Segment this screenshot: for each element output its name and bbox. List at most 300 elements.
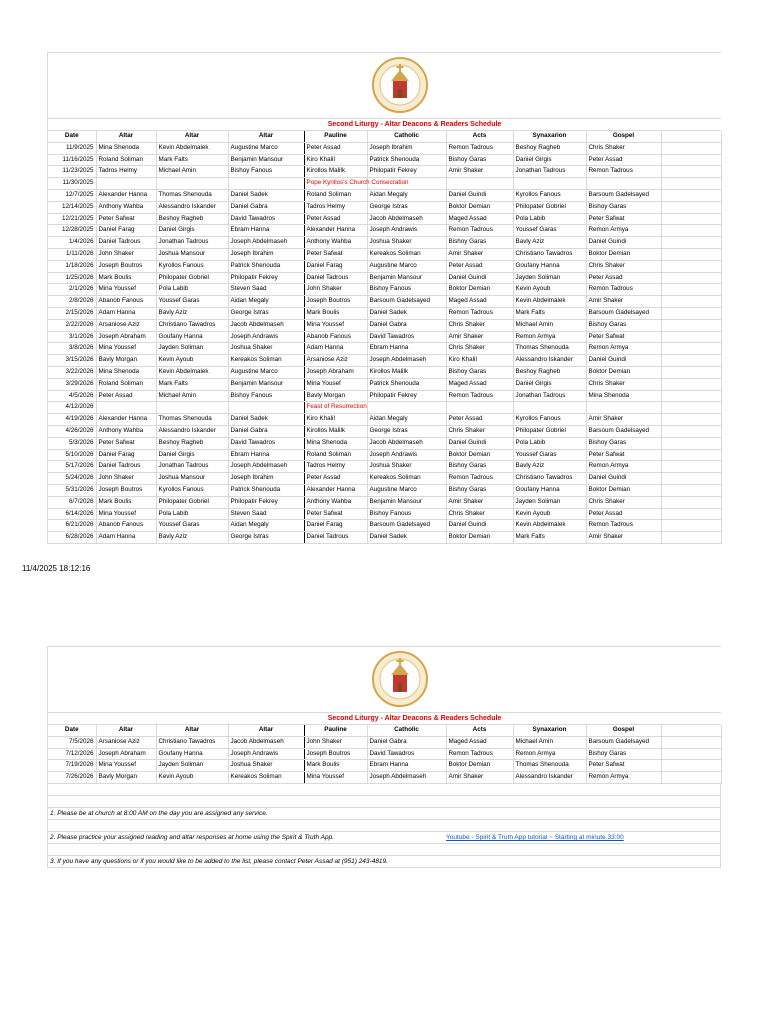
- name-cell: George Istras: [367, 201, 446, 213]
- date-cell: 2/8/2026: [48, 296, 96, 308]
- blank-cell: [661, 366, 721, 378]
- table-row: [48, 272, 721, 284]
- date-cell: 1/11/2026: [48, 248, 96, 260]
- table-row: [48, 748, 721, 760]
- name-cell: Chris Shaker: [586, 496, 661, 508]
- name-cell: Daniel Farag: [304, 520, 367, 532]
- date-cell: 2/22/2026: [48, 319, 96, 331]
- name-cell: Thomas Shenouda: [156, 414, 228, 426]
- table-row: [48, 425, 721, 437]
- name-cell: Peter Assad: [586, 508, 661, 520]
- blank-cell: [661, 189, 721, 201]
- name-cell: [513, 178, 586, 190]
- blank-cell: [661, 378, 721, 390]
- name-cell: Joseph Abdelmaseh: [228, 237, 304, 249]
- date-cell: 6/7/2026: [48, 496, 96, 508]
- name-cell: [367, 402, 446, 414]
- logo-row: [48, 647, 721, 713]
- name-cell: Mark Falts: [513, 307, 586, 319]
- name-cell: David Tawadros: [228, 437, 304, 449]
- name-cell: Mark Boulis: [96, 496, 156, 508]
- name-cell: Youssef Garas: [156, 296, 228, 308]
- column-header: Catholic: [367, 131, 446, 142]
- name-cell: Peter Safwat: [586, 449, 661, 461]
- name-cell: Amir Shaker: [586, 296, 661, 308]
- name-cell: Bishoy Fanous: [228, 390, 304, 402]
- table-row: [48, 760, 721, 772]
- blank-cell: [661, 496, 721, 508]
- date-cell: 6/14/2026: [48, 508, 96, 520]
- date-cell: 1/18/2026: [48, 260, 96, 272]
- column-header: Altar: [228, 725, 304, 736]
- table-row: [48, 390, 721, 402]
- name-cell: Alexander Hanna: [96, 189, 156, 201]
- name-cell: Benjamin Mansour: [228, 154, 304, 166]
- name-cell: Daniel Gabra: [367, 319, 446, 331]
- name-cell: Thomas Shenouda: [156, 189, 228, 201]
- name-cell: Boktor Demian: [586, 484, 661, 496]
- name-cell: Patrick Shenouda: [228, 484, 304, 496]
- schedule-title: Second Liturgy - Altar Deacons & Readers Schedule: [48, 119, 721, 131]
- name-cell: Mina Youssef: [96, 343, 156, 355]
- date-cell: 5/17/2026: [48, 461, 96, 473]
- blank-cell: [661, 343, 721, 355]
- table-row: [48, 201, 721, 213]
- name-cell: Joseph Boutros: [96, 484, 156, 496]
- table-row: [48, 378, 721, 390]
- name-cell: Thomas Shenouda: [513, 343, 586, 355]
- column-header: Altar: [156, 131, 228, 142]
- tutorial-link[interactable]: Youtube - Spirit & Truth App tutorial ~ Starting at minute 33:00: [446, 833, 624, 841]
- name-cell: Remon Tadrous: [586, 520, 661, 532]
- name-cell: Michael Amin: [513, 319, 586, 331]
- name-cell: Remon Tadrous: [586, 284, 661, 296]
- column-header: Synaxarion: [513, 131, 586, 142]
- name-cell: Christiano Tawadros: [513, 473, 586, 485]
- name-cell: Bishoy Garas: [446, 461, 513, 473]
- date-cell: 12/28/2025: [48, 225, 96, 237]
- blank-cell: [661, 414, 721, 426]
- name-cell: Peter Safwat: [586, 331, 661, 343]
- blank-cell: [661, 272, 721, 284]
- name-cell: Alexander Hanna: [304, 484, 367, 496]
- name-cell: Remon Armya: [586, 225, 661, 237]
- name-cell: Peter Safwat: [304, 248, 367, 260]
- table-row: [48, 178, 721, 190]
- name-cell: Bishoy Garas: [446, 366, 513, 378]
- name-cell: Boktor Demian: [586, 248, 661, 260]
- church-logo-icon: [371, 650, 429, 708]
- note-contact: 3. If you have any questions or if you would like to be added to the list, please contact Peter Assad at (951) 243-4819.: [48, 855, 721, 867]
- name-cell: Philopatir Fekrey: [228, 496, 304, 508]
- table-row: [48, 473, 721, 485]
- table-row: [48, 508, 721, 520]
- name-cell: Maged Assad: [446, 378, 513, 390]
- name-cell: [586, 178, 661, 190]
- name-cell: Daniel Guindi: [586, 473, 661, 485]
- name-cell: Daniel Guindi: [446, 272, 513, 284]
- blank-cell: [661, 296, 721, 308]
- blank-cell: [661, 331, 721, 343]
- blank-cell: [661, 748, 721, 760]
- date-cell: 7/26/2026: [48, 772, 96, 784]
- name-cell: Jacob Abdelmaseh: [228, 736, 304, 748]
- name-cell: Augustine Marco: [367, 260, 446, 272]
- blank-cell: [661, 402, 721, 414]
- name-cell: Daniel Girgis: [156, 449, 228, 461]
- name-cell: George Istras: [228, 532, 304, 544]
- name-cell: Remon Tadrous: [446, 225, 513, 237]
- name-cell: Alexander Hanna: [304, 225, 367, 237]
- name-cell: Michael Amin: [156, 390, 228, 402]
- name-cell: Abanob Fanous: [96, 296, 156, 308]
- name-cell: Mina Shenoda: [586, 390, 661, 402]
- table-row: [48, 484, 721, 496]
- table-header-row: [48, 725, 721, 736]
- name-cell: Daniel Tadrous: [96, 237, 156, 249]
- name-cell: Patrick Shenouda: [228, 260, 304, 272]
- table-row: [48, 366, 721, 378]
- blank-cell: [661, 508, 721, 520]
- name-cell: Amir Shaker: [446, 166, 513, 178]
- date-cell: 6/28/2026: [48, 532, 96, 544]
- name-cell: Roland Soliman: [96, 378, 156, 390]
- name-cell: Bavly Aziz: [156, 307, 228, 319]
- note-practice-row: [48, 831, 721, 843]
- name-cell: Mina Shenoda: [304, 437, 367, 449]
- name-cell: Philopater Gobriel: [156, 272, 228, 284]
- column-header: Date: [48, 131, 96, 142]
- name-cell: Daniel Tadrous: [304, 272, 367, 284]
- name-cell: Kyrollos Fanous: [156, 260, 228, 272]
- name-cell: Christiano Tawadros: [156, 736, 228, 748]
- name-cell: Mark Falts: [156, 378, 228, 390]
- name-cell: Philopater Gobriel: [513, 425, 586, 437]
- name-cell: Alessandro Iskander: [513, 772, 586, 784]
- table-row: [48, 248, 721, 260]
- name-cell: Peter Safwat: [96, 213, 156, 225]
- name-cell: Roland Soliman: [304, 449, 367, 461]
- name-cell: Benjamin Mansour: [367, 272, 446, 284]
- table-row: [48, 237, 721, 249]
- name-cell: Remon Tadrous: [446, 307, 513, 319]
- blank-header: [661, 131, 721, 142]
- blank-cell: [661, 461, 721, 473]
- blank-cell: [661, 390, 721, 402]
- name-cell: Mina Shenoda: [96, 366, 156, 378]
- table-row: [48, 213, 721, 225]
- name-cell: Mark Boulis: [304, 307, 367, 319]
- date-cell: 3/15/2026: [48, 355, 96, 367]
- name-cell: Joshua Mansour: [156, 473, 228, 485]
- name-cell: Daniel Farag: [96, 225, 156, 237]
- column-header: Acts: [446, 725, 513, 736]
- name-cell: Daniel Sadek: [367, 532, 446, 544]
- name-cell: Philopatir Fekrey: [367, 166, 446, 178]
- date-cell: 7/19/2026: [48, 760, 96, 772]
- name-cell: Kirollos Malilk: [304, 425, 367, 437]
- blank-cell: [661, 284, 721, 296]
- name-cell: [586, 402, 661, 414]
- date-cell: 3/29/2026: [48, 378, 96, 390]
- name-cell: Kiro Khalil: [304, 414, 367, 426]
- name-cell: Peter Assad: [304, 473, 367, 485]
- table-row: [48, 520, 721, 532]
- name-cell: Chris Shaker: [446, 343, 513, 355]
- name-cell: Bavly Morgan: [96, 355, 156, 367]
- blank-cell: [661, 532, 721, 544]
- blank-cell: [661, 437, 721, 449]
- name-cell: George Istras: [367, 425, 446, 437]
- name-cell: Bishoy Fanous: [367, 284, 446, 296]
- date-cell: 7/5/2026: [48, 736, 96, 748]
- name-cell: Pola Labib: [156, 508, 228, 520]
- name-cell: Bavly Morgan: [96, 772, 156, 784]
- table-row: [48, 331, 721, 343]
- name-cell: Tadros Helmy: [304, 461, 367, 473]
- name-cell: Kereakos Soliman: [228, 772, 304, 784]
- name-cell: Pola Labib: [156, 284, 228, 296]
- blank-cell: [661, 166, 721, 178]
- name-cell: Joseph Andrawis: [228, 331, 304, 343]
- table-row: [48, 225, 721, 237]
- name-cell: Joseph Abraham: [96, 331, 156, 343]
- name-cell: Pope Kyrillos's Church Consecration: [304, 178, 367, 190]
- name-cell: Chris Shaker: [586, 378, 661, 390]
- blank-cell: [661, 425, 721, 437]
- column-header: Pauline: [304, 131, 367, 142]
- name-cell: [156, 402, 228, 414]
- name-cell: Joseph Boutros: [304, 296, 367, 308]
- date-cell: 2/1/2026: [48, 284, 96, 296]
- name-cell: Kevin Ayoub: [156, 355, 228, 367]
- name-cell: Maged Assad: [446, 736, 513, 748]
- name-cell: Kevin Abdelmalek: [513, 520, 586, 532]
- name-cell: Kevin Abdelmalek: [513, 296, 586, 308]
- name-cell: Daniel Farag: [304, 260, 367, 272]
- table-row: [48, 166, 721, 178]
- blank-cell: [661, 484, 721, 496]
- name-cell: Pola Labib: [513, 213, 586, 225]
- table-row: [48, 189, 721, 201]
- blank-cell: [661, 319, 721, 331]
- date-cell: 4/5/2026: [48, 390, 96, 402]
- name-cell: Peter Safwat: [586, 760, 661, 772]
- table-row: [48, 449, 721, 461]
- date-cell: 12/21/2025: [48, 213, 96, 225]
- name-cell: Peter Assad: [586, 154, 661, 166]
- name-cell: Mina Youssef: [304, 319, 367, 331]
- name-cell: Chris Shaker: [446, 508, 513, 520]
- name-cell: Youssef Garas: [156, 520, 228, 532]
- name-cell: Christiano Tawadros: [513, 248, 586, 260]
- name-cell: Mina Youssef: [304, 772, 367, 784]
- name-cell: Daniel Girgis: [513, 378, 586, 390]
- name-cell: Roland Soliman: [96, 154, 156, 166]
- name-cell: Joshua Mansour: [156, 248, 228, 260]
- name-cell: Joseph Andrawis: [367, 449, 446, 461]
- name-cell: Jacob Abdelmaseh: [367, 437, 446, 449]
- column-header: Date: [48, 725, 96, 736]
- blank-row: [48, 843, 721, 855]
- date-cell: 6/21/2026: [48, 520, 96, 532]
- name-cell: Jayden Soliman: [156, 760, 228, 772]
- name-cell: Patrick Shenouda: [367, 378, 446, 390]
- table-row: [48, 772, 721, 784]
- name-cell: Aidan Megaly: [228, 296, 304, 308]
- name-cell: Goufany Hanna: [513, 484, 586, 496]
- name-cell: Remon Armya: [586, 343, 661, 355]
- name-cell: Joseph Ibrahim: [367, 142, 446, 154]
- name-cell: Kyrollos Fanous: [513, 414, 586, 426]
- column-header: Synaxarion: [513, 725, 586, 736]
- name-cell: Goufany Hanna: [513, 260, 586, 272]
- name-cell: Peter Safwat: [96, 437, 156, 449]
- column-header: Catholic: [367, 725, 446, 736]
- name-cell: Steven Saad: [228, 508, 304, 520]
- blank-cell: [661, 449, 721, 461]
- name-cell: Ebram Hanna: [367, 343, 446, 355]
- blank-cell: [661, 260, 721, 272]
- name-cell: Boktor Demian: [446, 760, 513, 772]
- blank-cell: [661, 473, 721, 485]
- name-cell: John Shaker: [304, 736, 367, 748]
- name-cell: Barsoum Gadelsayed: [586, 307, 661, 319]
- column-header: Altar: [228, 131, 304, 142]
- name-cell: Aidan Megaly: [367, 189, 446, 201]
- name-cell: [156, 178, 228, 190]
- table-row: [48, 461, 721, 473]
- column-header: Gospel: [586, 131, 661, 142]
- blank-cell: [661, 178, 721, 190]
- name-cell: Kevin Abdelmalek: [156, 366, 228, 378]
- name-cell: Joseph Abraham: [96, 748, 156, 760]
- table-row: [48, 260, 721, 272]
- blank-header: [661, 725, 721, 736]
- date-cell: 5/3/2026: [48, 437, 96, 449]
- name-cell: Joshua Shaker: [367, 237, 446, 249]
- date-cell: 5/10/2026: [48, 449, 96, 461]
- name-cell: Beshoy Ragheb: [513, 366, 586, 378]
- name-cell: Peter Assad: [446, 414, 513, 426]
- table-row: [48, 736, 721, 748]
- name-cell: Bishoy Garas: [586, 201, 661, 213]
- blank-cell: [661, 248, 721, 260]
- name-cell: Bishoy Garas: [446, 154, 513, 166]
- name-cell: Beshoy Ragheb: [156, 437, 228, 449]
- name-cell: Daniel Farag: [96, 449, 156, 461]
- name-cell: Barsoum Gadelsayed: [367, 296, 446, 308]
- blank-cell: [661, 520, 721, 532]
- date-cell: 1/25/2026: [48, 272, 96, 284]
- table-row: [48, 532, 721, 544]
- name-cell: Peter Assad: [304, 213, 367, 225]
- name-cell: Anthony Wahba: [304, 237, 367, 249]
- name-cell: Philopatir Fekrey: [228, 272, 304, 284]
- blank-cell: [661, 154, 721, 166]
- name-cell: Daniel Tadrous: [304, 532, 367, 544]
- name-cell: Augustine Marco: [367, 484, 446, 496]
- name-cell: Daniel Guindi: [446, 520, 513, 532]
- column-header: Gospel: [586, 725, 661, 736]
- name-cell: Bavly Aziz: [156, 532, 228, 544]
- name-cell: Feast of Resurrection: [304, 402, 367, 414]
- date-cell: 4/26/2026: [48, 425, 96, 437]
- table-row: [48, 437, 721, 449]
- date-cell: 3/22/2026: [48, 366, 96, 378]
- name-cell: Boktor Demian: [446, 449, 513, 461]
- name-cell: Daniel Guindi: [586, 355, 661, 367]
- date-cell: 4/19/2026: [48, 414, 96, 426]
- table-row: [48, 142, 721, 154]
- name-cell: [96, 402, 156, 414]
- name-cell: Mark Falts: [513, 532, 586, 544]
- name-cell: [446, 178, 513, 190]
- blank-cell: [661, 736, 721, 748]
- name-cell: Joseph Abdelmaseh: [228, 461, 304, 473]
- table-row: [48, 296, 721, 308]
- name-cell: Remon Armya: [586, 772, 661, 784]
- name-cell: Anthony Wahba: [96, 201, 156, 213]
- name-cell: Benjamin Mansour: [228, 378, 304, 390]
- name-cell: Boktor Demian: [446, 284, 513, 296]
- name-cell: Philopater Gobriel: [156, 496, 228, 508]
- name-cell: Remon Armya: [586, 461, 661, 473]
- name-cell: Roland Soliman: [304, 189, 367, 201]
- name-cell: Arsaniose Aziz: [96, 736, 156, 748]
- column-header: Altar: [156, 725, 228, 736]
- name-cell: David Tawadros: [367, 748, 446, 760]
- name-cell: Thomas Shenouda: [513, 760, 586, 772]
- name-cell: Michael Amin: [513, 736, 586, 748]
- table-row: [48, 284, 721, 296]
- name-cell: Chris Shaker: [586, 260, 661, 272]
- name-cell: Aidan Megaly: [367, 414, 446, 426]
- name-cell: Jayden Soliman: [513, 496, 586, 508]
- name-cell: Joseph Abdelmaseh: [367, 355, 446, 367]
- name-cell: Jacob Abdelmaseh: [228, 319, 304, 331]
- name-cell: Abanob Fanous: [96, 520, 156, 532]
- name-cell: Peter Assad: [446, 260, 513, 272]
- name-cell: Boktor Demian: [446, 532, 513, 544]
- name-cell: Bavly Aziz: [513, 237, 586, 249]
- name-cell: [228, 178, 304, 190]
- table-row: [48, 496, 721, 508]
- name-cell: Abanob Fanous: [304, 331, 367, 343]
- name-cell: Goufany Hanna: [156, 748, 228, 760]
- name-cell: Amir Shaker: [446, 331, 513, 343]
- name-cell: Youssef Garas: [513, 225, 586, 237]
- column-header: Altar: [96, 131, 156, 142]
- name-cell: Bavly Aziz: [513, 461, 586, 473]
- name-cell: Bishoy Garas: [446, 237, 513, 249]
- column-header: Altar: [96, 725, 156, 736]
- name-cell: Daniel Sadek: [367, 307, 446, 319]
- table-row: [48, 414, 721, 426]
- name-cell: Youssef Garas: [513, 449, 586, 461]
- name-cell: David Tawadros: [228, 213, 304, 225]
- blank-row: [48, 795, 721, 807]
- name-cell: Daniel Girgis: [513, 154, 586, 166]
- name-cell: Remon Tadrous: [446, 142, 513, 154]
- name-cell: Philopater Gobriel: [513, 201, 586, 213]
- name-cell: Daniel Gabra: [367, 736, 446, 748]
- blank-cell: [661, 225, 721, 237]
- blank-cell: [661, 213, 721, 225]
- name-cell: Patrick Shenouda: [367, 154, 446, 166]
- name-cell: John Shaker: [304, 284, 367, 296]
- name-cell: Pola Labib: [513, 437, 586, 449]
